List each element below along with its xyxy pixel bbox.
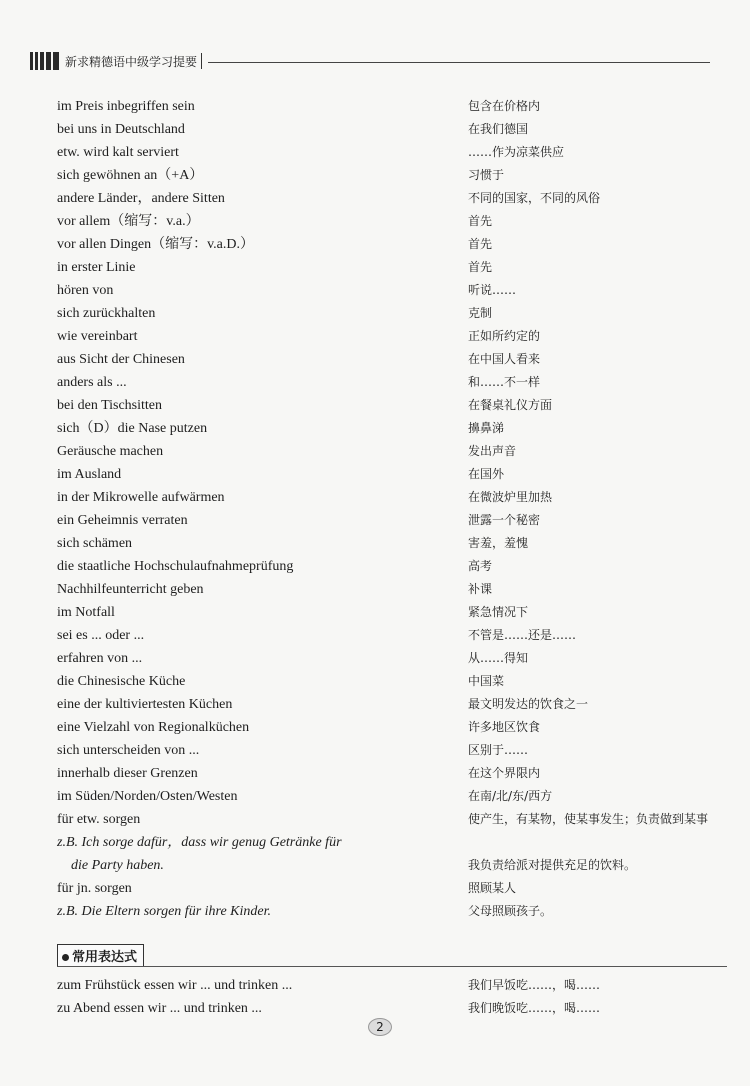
- chinese-meaning: 最文明发达的饮食之一: [468, 697, 589, 711]
- german-phrase: in der Mikrowelle aufwärmen: [57, 490, 225, 505]
- chinese-meaning: 我们晚饭吃……，喝……: [468, 1001, 601, 1015]
- german-phrase: erfahren von ...: [57, 651, 143, 666]
- list-item: [57, 716, 727, 739]
- list-item: [57, 624, 727, 647]
- page-number: 2: [368, 1018, 392, 1036]
- list-item: [57, 95, 727, 118]
- german-phrase: innerhalb dieser Grenzen: [57, 766, 198, 781]
- list-item: [57, 670, 727, 693]
- chinese-meaning: 首先: [468, 214, 493, 228]
- chinese-meaning: 我负责给派对提供充足的饮料。: [468, 858, 637, 872]
- chinese-meaning: 紧急情况下: [468, 605, 529, 619]
- chinese-meaning: 和……不一样: [468, 375, 541, 389]
- list-item: [57, 279, 727, 302]
- chinese-meaning: 泄露一个秘密: [468, 513, 541, 527]
- chinese-meaning: 在南/北/东/西方: [468, 789, 553, 803]
- chinese-meaning: 从……得知: [468, 651, 529, 665]
- list-item: [57, 141, 727, 164]
- chinese-meaning: 正如所约定的: [468, 329, 541, 343]
- bullet-icon: [62, 954, 69, 961]
- german-phrase: sich gewöhnen an（+A）: [57, 168, 204, 183]
- german-phrase: Geräusche machen: [57, 444, 164, 459]
- chinese-meaning: 许多地区饮食: [468, 720, 541, 734]
- chinese-meaning: 在这个界限内: [468, 766, 541, 780]
- chinese-meaning: 首先: [468, 237, 493, 251]
- german-phrase: vor allem（缩写：v.a.）: [57, 214, 200, 229]
- chinese-meaning: 听说……: [468, 283, 517, 297]
- german-phrase: die Chinesische Küche: [57, 674, 186, 689]
- chinese-meaning: 擤鼻涕: [468, 421, 505, 435]
- chinese-meaning: 高考: [468, 559, 493, 573]
- german-phrase: zu Abend essen wir ... und trinken ...: [57, 1001, 262, 1016]
- german-phrase: sich zurückhalten: [57, 306, 156, 321]
- german-phrase: aus Sicht der Chinesen: [57, 352, 185, 367]
- german-phrase: bei den Tischsitten: [57, 398, 163, 413]
- list-item: [57, 997, 727, 1020]
- german-phrase: ein Geheimnis verraten: [57, 513, 188, 528]
- section-rule: [57, 966, 727, 967]
- list-item: [57, 974, 727, 997]
- german-phrase: eine Vielzahl von Regionalküchen: [57, 720, 250, 735]
- list-item: [57, 118, 727, 141]
- list-item: [57, 417, 727, 440]
- german-phrase: im Ausland: [57, 467, 122, 482]
- chinese-meaning: 习惯于: [468, 168, 505, 182]
- example-item: [57, 854, 727, 877]
- german-phrase: andere Länder，andere Sitten: [57, 191, 225, 206]
- german-phrase: vor allen Dingen（缩写：v.a.D.）: [57, 237, 254, 252]
- german-phrase: sich schämen: [57, 536, 133, 551]
- list-item: [57, 532, 727, 555]
- chinese-meaning: 克制: [468, 306, 493, 320]
- example-sentence: z.B. Die Eltern sorgen für ihre Kinder.: [57, 904, 272, 919]
- list-item: [57, 693, 727, 716]
- german-phrase: im Notfall: [57, 605, 115, 620]
- chinese-meaning: 区别于……: [468, 743, 529, 757]
- list-item: [57, 555, 727, 578]
- section-heading: [57, 944, 144, 967]
- example-item: [57, 900, 727, 923]
- german-phrase: für jn. sorgen: [57, 881, 132, 896]
- chinese-meaning: 在中国人看来: [468, 352, 541, 366]
- list-item: [57, 877, 727, 900]
- german-phrase: im Süden/Norden/Osten/Westen: [57, 789, 238, 804]
- list-item: [57, 394, 727, 417]
- example-sentence: z.B. Ich sorge dafür，dass wir genug Getränke für: [57, 835, 342, 850]
- chinese-meaning: 在微波炉里加热: [468, 490, 553, 504]
- list-item: [57, 739, 727, 762]
- vocabulary-list: [57, 95, 727, 923]
- header-bars-decoration: [30, 52, 59, 70]
- chinese-meaning: ……作为凉菜供应: [468, 145, 565, 159]
- german-phrase: sei es ... oder ...: [57, 628, 145, 643]
- chinese-meaning: 包含在价格内: [468, 99, 541, 113]
- chinese-meaning: 在我们德国: [468, 122, 529, 136]
- example-sentence: die Party haben.: [71, 858, 164, 873]
- list-item: [57, 601, 727, 624]
- chinese-meaning: 在餐桌礼仪方面: [468, 398, 553, 412]
- list-item: [57, 762, 727, 785]
- chinese-meaning: 照顾某人: [468, 881, 517, 895]
- list-item: [57, 509, 727, 532]
- chinese-meaning: 我们早饭吃……，喝……: [468, 978, 601, 992]
- list-item: [57, 371, 727, 394]
- german-phrase: die staatliche Hochschulaufnahmeprüfung: [57, 559, 294, 574]
- list-item: [57, 578, 727, 601]
- german-phrase: Nachhilfeunterricht geben: [57, 582, 204, 597]
- page-header: [30, 50, 710, 72]
- chinese-meaning: 在国外: [468, 467, 505, 481]
- chinese-meaning: 首先: [468, 260, 493, 274]
- list-item: [57, 463, 727, 486]
- german-phrase: im Preis inbegriffen sein: [57, 99, 195, 114]
- german-phrase: anders als ...: [57, 375, 127, 390]
- list-item: [57, 348, 727, 371]
- german-phrase: bei uns in Deutschland: [57, 122, 185, 137]
- chinese-meaning: 中国菜: [468, 674, 505, 688]
- german-phrase: wie vereinbart: [57, 329, 138, 344]
- list-item: [57, 785, 727, 808]
- chinese-meaning: 父母照顾孩子。: [468, 904, 553, 918]
- list-item: [57, 486, 727, 509]
- german-phrase: eine der kultiviertesten Küchen: [57, 697, 233, 712]
- german-phrase: sich（D）die Nase putzen: [57, 421, 208, 436]
- german-phrase: zum Frühstück essen wir ... und trinken ...: [57, 978, 293, 993]
- chinese-meaning: 补课: [468, 582, 493, 596]
- list-item: [57, 210, 727, 233]
- list-item: [57, 233, 727, 256]
- header-title: 新求精德语中级学习提要: [65, 54, 198, 69]
- list-item: [57, 808, 727, 831]
- chinese-meaning: 不同的国家，不同的风俗: [468, 191, 601, 205]
- chinese-meaning: 不管是……还是……: [468, 628, 577, 642]
- header-rule: [208, 62, 710, 63]
- german-phrase: für etw. sorgen: [57, 812, 141, 827]
- german-phrase: sich unterscheiden von ...: [57, 743, 200, 758]
- section-title: 常用表达式: [72, 950, 138, 965]
- example-item: [57, 831, 727, 854]
- german-phrase: etw. wird kalt serviert: [57, 145, 179, 160]
- chinese-meaning: 发出声音: [468, 444, 517, 458]
- list-item: [57, 647, 727, 670]
- german-phrase: in erster Linie: [57, 260, 136, 275]
- chinese-meaning: 使产生，有某物，使某事发生；负责做到某事: [468, 812, 709, 826]
- list-item: [57, 164, 727, 187]
- list-item: [57, 256, 727, 279]
- list-item: [57, 187, 727, 210]
- list-item: [57, 302, 727, 325]
- chinese-meaning: 害羞，羞愧: [468, 536, 529, 550]
- list-item: [57, 325, 727, 348]
- list-item: [57, 440, 727, 463]
- german-phrase: hören von: [57, 283, 114, 298]
